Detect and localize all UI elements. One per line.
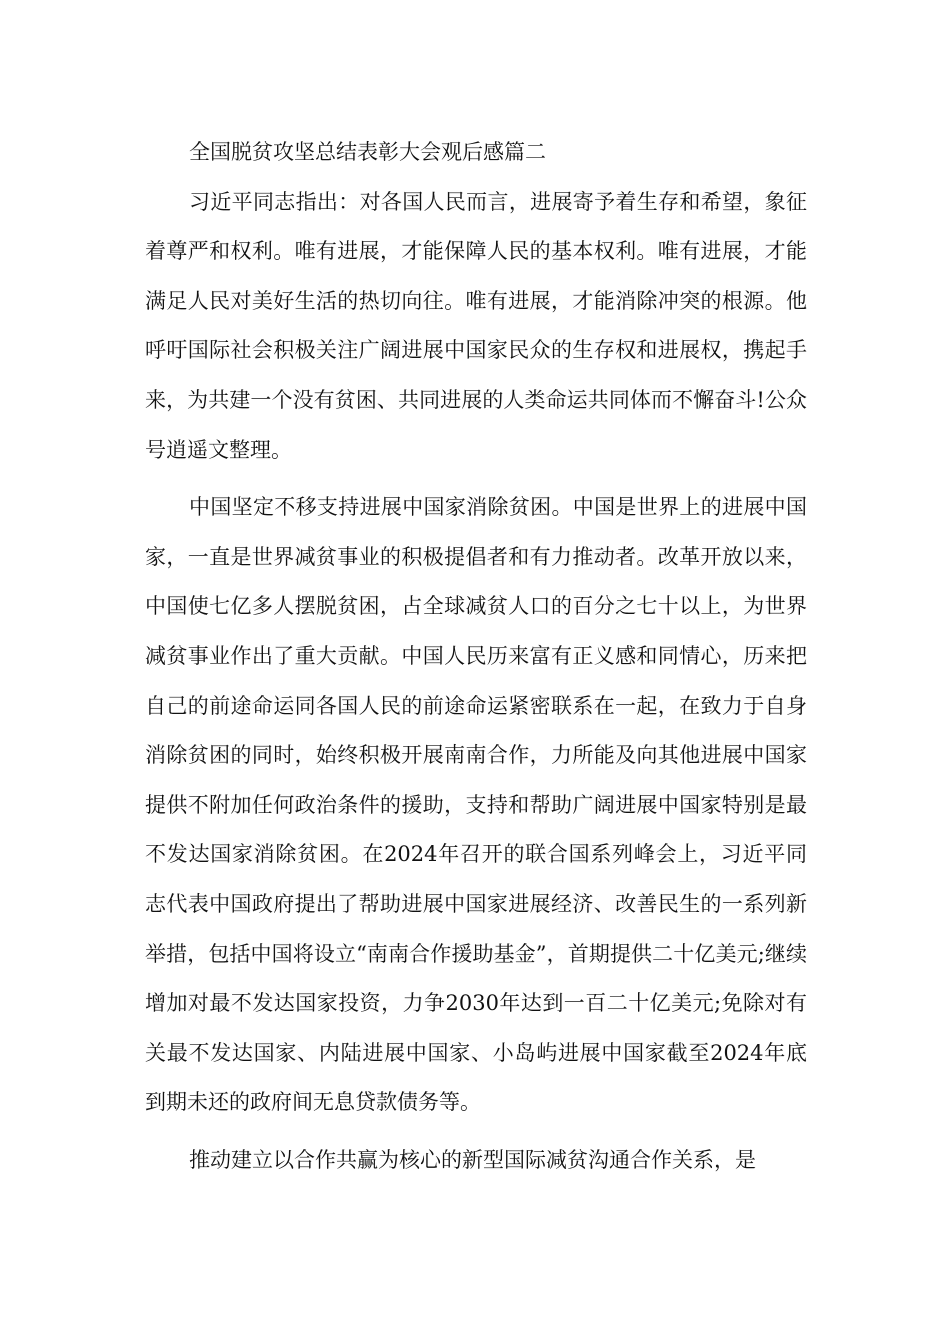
document-title: 全国脱贫攻坚总结表彰大会观后感篇二: [189, 140, 546, 164]
paragraph-2: 中国坚定不移支持进展中国家消除贫困。中国是世界上的进展中国家，一直是世界减贫事业的积极提倡者和有力推动者。改革开放以来，中国使七亿多人摆脱贫困，占全球减贫人口的百分之七十以上，为世界减贫事业作出了重大贡献。中国人民历来富有正义感和同情心，历来把自己的前途命运同各国人民的前途命运紧密联系在一起，在致力于自身消除贫困的同时，始终积极开展南南合作，力所能及向其他进展中国家提供不附加任何政治条件的援助，支持和帮助广阔进展中国家特别是最不发达国家消除贫困。在2024年召开的联合国系列峰会上，习近平同志代表中国政府提出了帮助进展中国家进展经济、改善民生的一系列新举措，包括中国将设立“南南合作援助基金”，首期提供二十亿美元;继续增加对最不发达国家投资，力争2030年达到一百二十亿美元;免除对有关最不发达国家、内陆进展中国家、小岛屿进展中国家截至2024年底到期未还的政府间无息贷款债务等。: [145, 495, 807, 1115]
paragraph-1: 习近平同志指出：对各国人民而言，进展寄予着生存和希望，象征着尊严和权利。唯有进展，才能保障人民的基本权利。唯有进展，才能满足人民对美好生活的热切向往。唯有进展，才能消除冲突的根源。他呼吁国际社会积极关注广阔进展中国家民众的生存权和进展权，携起手来，为共建一个没有贫困、共同进展的人类命运共同体而不懈奋斗!公众号逍遥文整理。: [145, 189, 807, 462]
document-body: [145, 128, 807, 1185]
paragraph-3: 推动建立以合作共赢为核心的新型国际减贫沟通合作关系，是: [189, 1147, 756, 1172]
